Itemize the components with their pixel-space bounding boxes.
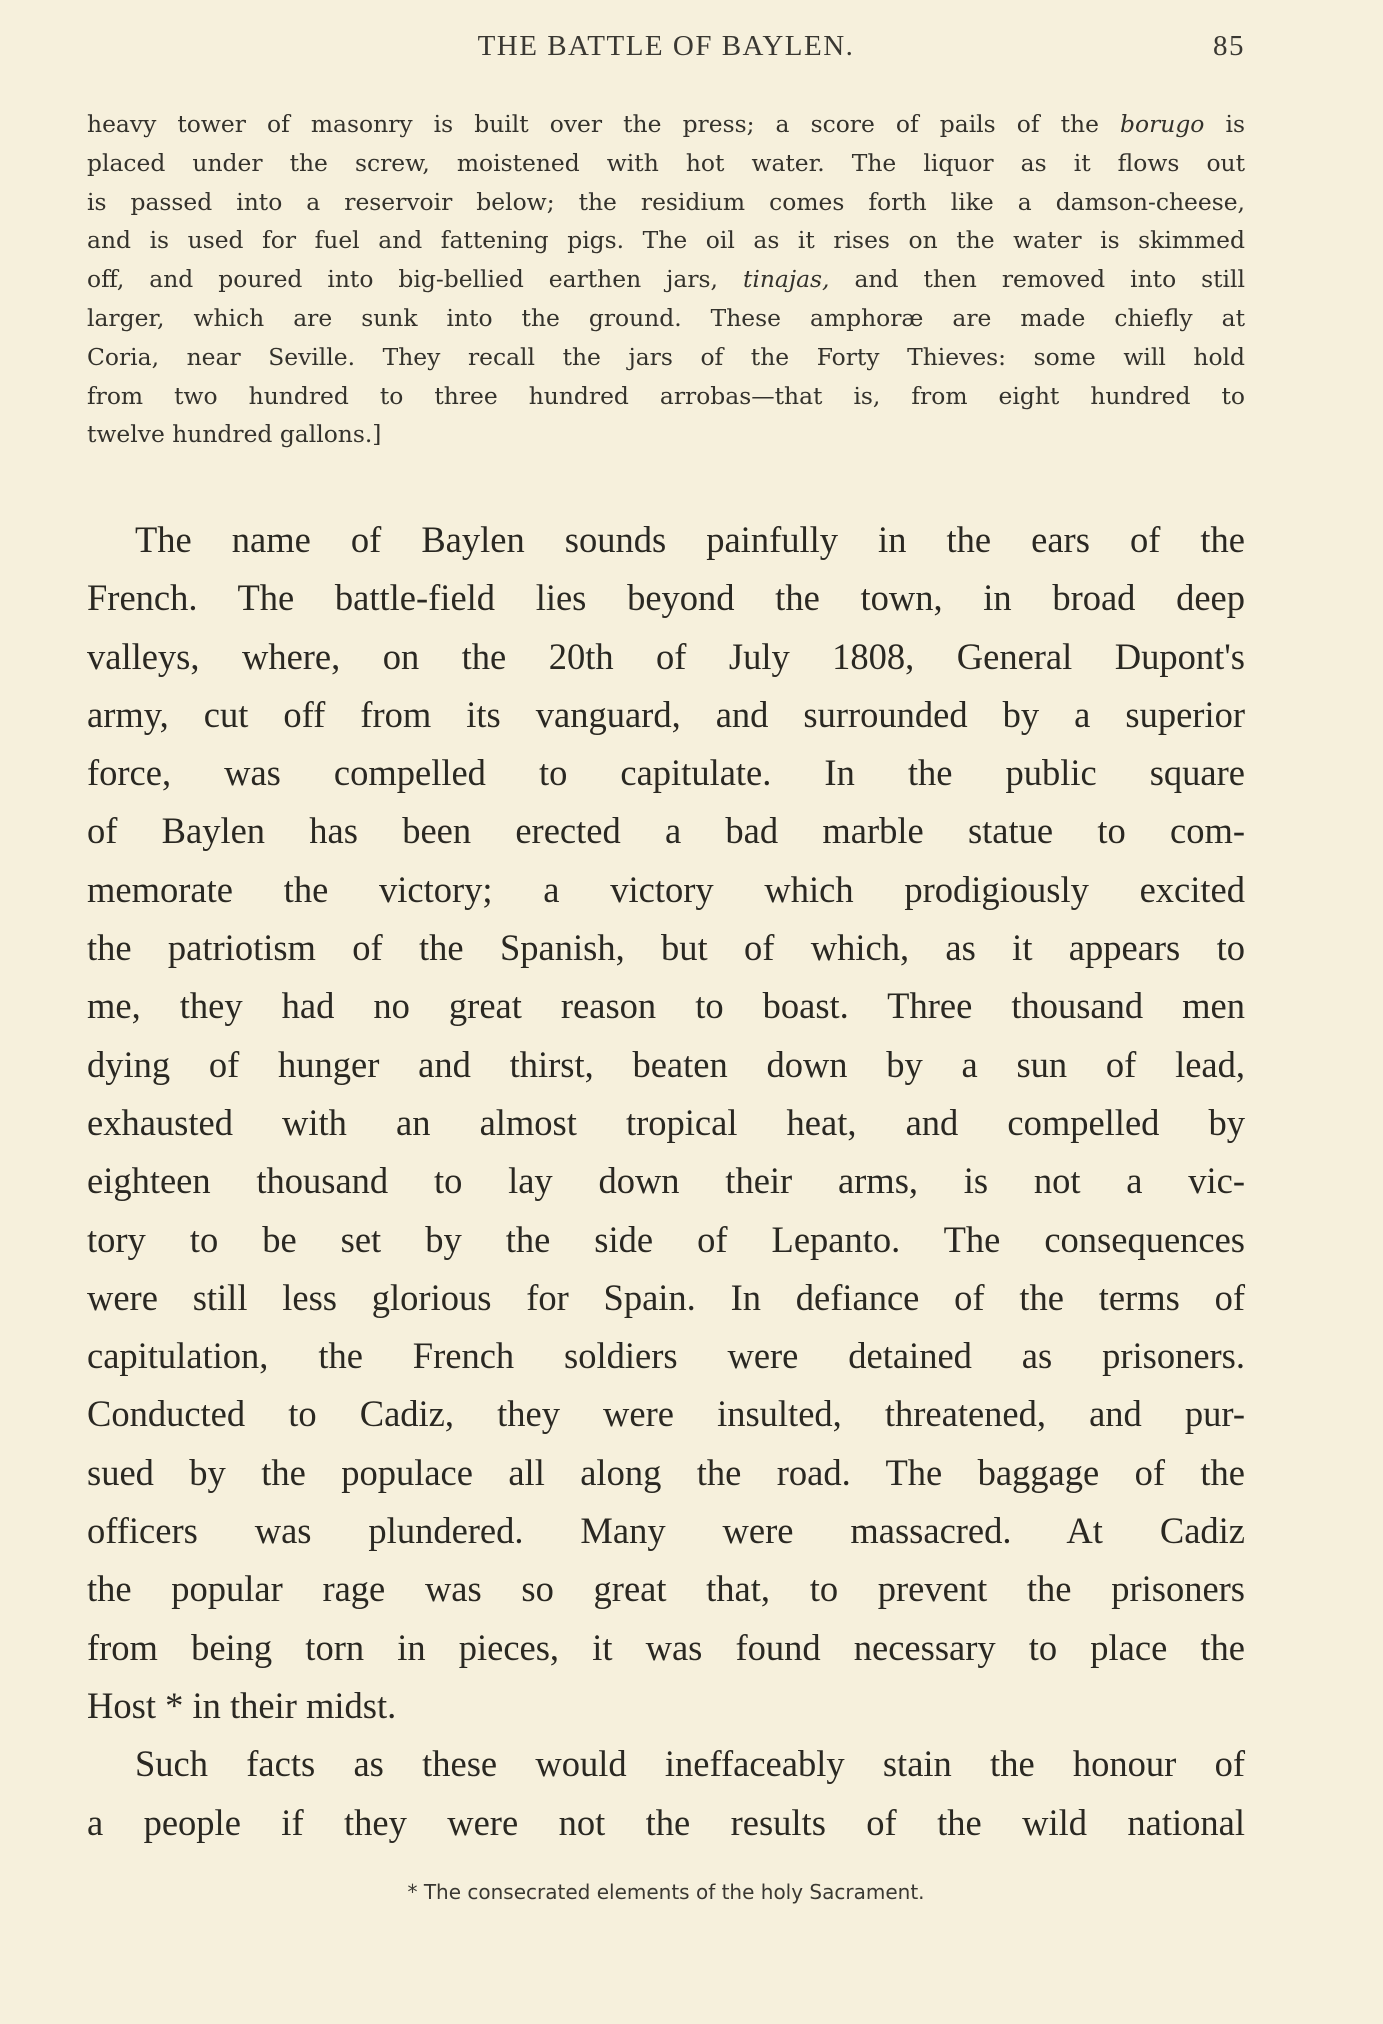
note-line: and is used for fuel and fattening pigs. The oil as it rises on the water is skimmed: [87, 226, 1245, 255]
running-header: [87, 30, 1245, 70]
note-line: placed under the screw, moistened with hot water. The liquor as it flows out: [87, 148, 1245, 177]
body-line: sued by the populace all along the road. The baggage of the: [87, 1451, 1245, 1493]
note-line: from two hundred to three hundred arrobas—that is, from eight hundred to: [87, 381, 1245, 410]
note-line: Coria, near Seville. They recall the jars of the Forty Thieves: some will hold: [87, 342, 1245, 371]
body-text: [87, 511, 1245, 1852]
body-line: valleys, where, on the 20th of July 1808, General Dupont's: [87, 635, 1245, 677]
italic-term: borugo: [1120, 110, 1205, 138]
body-line: eighteen thousand to lay down their arms, is not a vic-: [87, 1160, 1245, 1202]
note-line: off, and poured into big-bellied earthen jars, tinajas, and then removed into still: [87, 265, 1245, 294]
body-line: tory to be set by the side of Lepanto. The consequences: [87, 1218, 1245, 1260]
body-line: Host * in their midst.: [87, 1684, 397, 1726]
body-line: me, they had no great reason to boast. Three thousand men: [87, 985, 1245, 1027]
body-line: army, cut off from its vanguard, and surrounded by a superior: [87, 693, 1245, 735]
bracketed-note: [87, 105, 1245, 454]
footnote: * The consecrated elements of the holy Sacrament.: [407, 1880, 925, 1904]
body-line: French. The battle-field lies beyond the town, in broad deep: [87, 577, 1245, 619]
body-line: dying of hunger and thirst, beaten down by a sun of lead,: [87, 1043, 1245, 1085]
note-line: larger, which are sunk into the ground. These amphoræ are made chiefly at: [87, 303, 1245, 332]
body-line: Conducted to Cadiz, they were insulted, threatened, and pur-: [87, 1393, 1245, 1435]
note-line: heavy tower of masonry is built over the press; a score of pails of the borugo is: [87, 110, 1245, 138]
body-line: of Baylen has been erected a bad marble statue to com-: [87, 810, 1245, 852]
body-line: the patriotism of the Spanish, but of which, as it appears to: [87, 927, 1245, 969]
body-line: from being torn in pieces, it was found necessary to place the: [87, 1626, 1245, 1668]
body-line: force, was compelled to capitulate. In the public square: [87, 752, 1245, 794]
page-number: 85: [1213, 30, 1245, 62]
note-line: twelve hundred gallons.]: [87, 420, 382, 449]
body-line: officers was plundered. Many were massacred. At Cadiz: [87, 1510, 1245, 1552]
body-line: The name of Baylen sounds painfully in the ears of the: [135, 519, 1245, 560]
body-line: a people if they were not the results of the wild national: [87, 1801, 1245, 1843]
body-line: exhausted with an almost tropical heat, and compelled by: [87, 1101, 1245, 1143]
body-line: Such facts as these would ineffaceably stain the honour of: [135, 1743, 1245, 1785]
italic-term: tinajas,: [742, 265, 830, 294]
body-line: capitulation, the French soldiers were detained as prisoners.: [87, 1335, 1245, 1377]
body-line: the popular rage was so great that, to prevent the prisoners: [87, 1568, 1245, 1610]
body-line: were still less glorious for Spain. In defiance of the terms of: [87, 1276, 1245, 1318]
note-line: is passed into a reservoir below; the residium comes forth like a damson-cheese,: [87, 187, 1245, 216]
running-title: THE BATTLE OF BAYLEN.: [477, 30, 855, 62]
body-line: memorate the victory; a victory which prodigiously excited: [87, 868, 1245, 910]
